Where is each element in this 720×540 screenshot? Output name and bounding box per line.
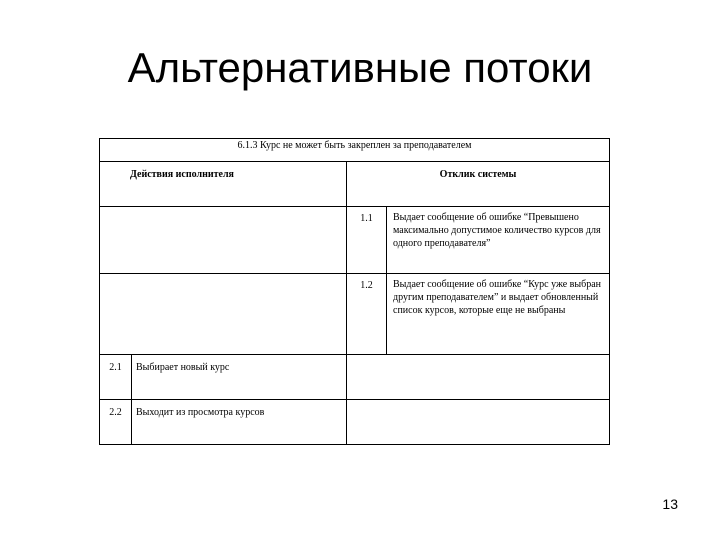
step-number: 1.1	[360, 213, 373, 224]
system-response-cell	[387, 207, 610, 274]
system-response-header: Отклик системы	[439, 169, 517, 180]
empty-actor-cell	[100, 274, 347, 355]
actor-action-text: Выбирает новый курс	[136, 362, 230, 373]
actor-header-cell	[100, 162, 347, 207]
empty-system-cell	[347, 400, 610, 445]
column-header-row	[100, 162, 610, 207]
system-response-text: Выдает сообщение об ошибке “Курс уже выбран другим преподавателем” и выдает обновленный список курсов, которые еще не выбраны	[393, 279, 602, 316]
table-row	[100, 207, 610, 274]
actor-action-text: Выходит из просмотра курсов	[136, 407, 265, 418]
table-row	[100, 400, 610, 445]
system-response-cell	[387, 274, 610, 355]
step-number: 2.1	[109, 362, 122, 373]
alternative-flows-table	[99, 138, 609, 445]
actor-action-cell	[132, 400, 347, 445]
system-response-text: Выдает сообщение об ошибке “Превышено максимально допустимое количество курсов для одного преподавателя”	[393, 212, 601, 249]
step-number-cell	[100, 355, 132, 400]
step-number: 2.2	[109, 407, 122, 418]
step-number-cell	[347, 207, 387, 274]
table-caption-row	[100, 139, 610, 162]
slide-title: Альтернативные потоки	[127, 44, 593, 91]
table-caption: 6.1.3 Курс не может быть закреплен за преподавателем	[100, 139, 610, 162]
system-header-cell	[347, 162, 610, 207]
step-number: 1.2	[360, 280, 373, 291]
actor-actions-header: Действия исполнителя	[130, 169, 234, 180]
table-row	[100, 355, 610, 400]
step-number-cell	[347, 274, 387, 355]
empty-actor-cell	[100, 207, 347, 274]
table-row	[100, 274, 610, 355]
step-number-cell	[100, 400, 132, 445]
page-number: 13	[662, 496, 678, 512]
actor-action-cell	[132, 355, 347, 400]
empty-system-cell	[347, 355, 610, 400]
